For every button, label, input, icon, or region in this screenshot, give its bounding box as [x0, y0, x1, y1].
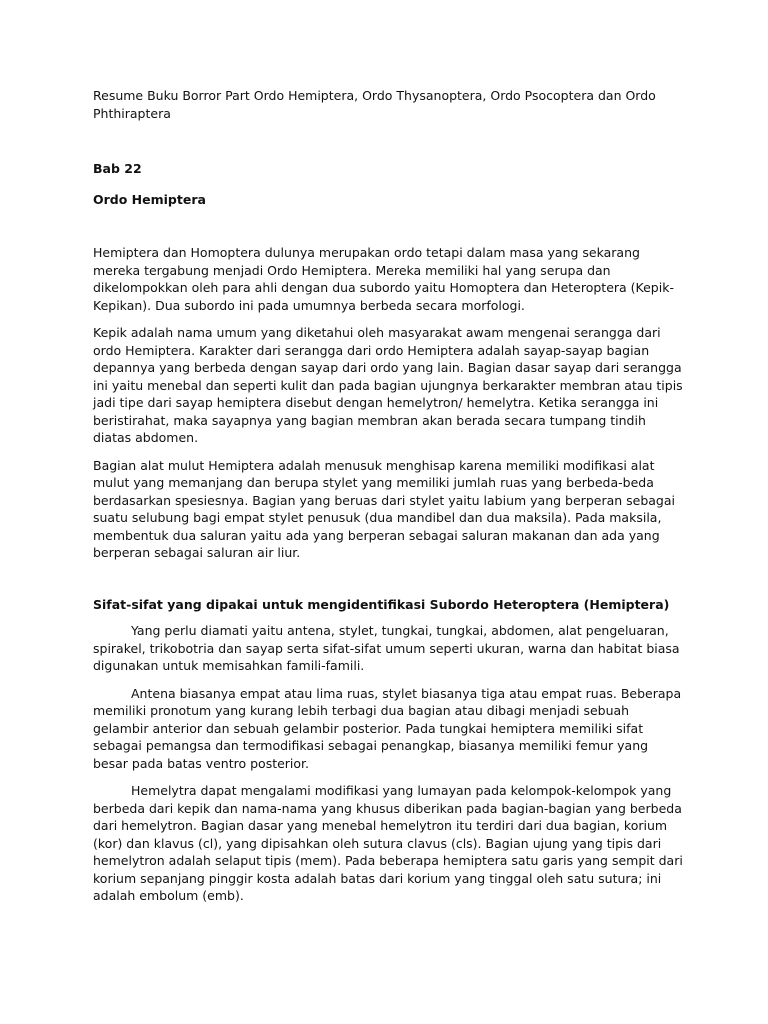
subsection-heading: Sifat-sifat yang dipakai untuk mengidentifikasi Subordo Heteroptera (Hemiptera) [93, 596, 670, 612]
paragraph: Bagian alat mulut Hemiptera adalah menusuk menghisap karena memiliki modifikasi alat mulut yang memanjang dan berupa stylet yang memiliki jumlah ruas yang berbeda-beda berdasarkan spesiesnya. Bagian yang beruas dari stylet yaitu labium yang berperan sebagai suatu selubung bagi empat stylet penusuk (dua mandibel dan dua maksila). Pada maksila, membentuk dua saluran yaitu ada yang berperan sebagai saluran makanan dan ada yang berperan sebagai saluran air liur. [93, 457, 676, 560]
document-title: Resume Buku Borror Part Ordo Hemiptera, Ordo Thysanoptera, Ordo Psocoptera dan Ordo Phthiraptera [93, 88, 656, 121]
paragraph: Hemiptera dan Homoptera dulunya merupakan ordo tetapi dalam masa yang sekarang mereka tergabung menjadi Ordo Hemiptera. Mereka memiliki hal yang serupa dan dikelompokkan oleh para ahli dengan dua subordo yaitu Homoptera dan Heteroptera (Kepik-Kepikan). Dua subordo ini pada umumnya berbeda secara morfologi. [93, 245, 674, 313]
indented-paragraph: Hemelytra dapat mengalami modifikasi yang lumayan pada kelompok-kelompok yang berbeda dari kepik dan nama-nama yang khusus diberikan pada bagian-bagian yang berbeda dari hemelytron. Bagian dasar yang menebal hemelytron itu terdiri dari dua bagian, korium (kor) dan klavus (cl), yang dipisahkan oleh sutura clavus (cls). Bagian ujung yang tipis dari hemelytron adalah selaput tipis (mem). Pada beberapa hemiptera satu garis yang sempit dari korium sepanjang pinggir kosta adalah batas dari korium yang tinggal oleh satu sutura; ini adalah embolum (emb). [93, 783, 683, 903]
section-heading: Ordo Hemiptera [93, 191, 206, 207]
indented-paragraph: Antena biasanya empat atau lima ruas, stylet biasanya tiga atau empat ruas. Beberapa memiliki pronotum yang kurang lebih terbagi dua bagian atau dibagi menjadi sebuah gelambir anterior dan sebuah gelambir posterior. Pada tungkai hemiptera memiliki sifat sebagai pemangsa dan termodifikasi sebagai penangkap, biasanya memiliki femur yang besar pada batas ventro posterior. [93, 685, 682, 771]
paragraph: Kepik adalah nama umum yang diketahui oleh masyarakat awam mengenai serangga dari ordo Hemiptera. Karakter dari serangga dari ordo Hemiptera adalah sayap-sayap bagian depannya yang berbeda dengan sayap dari ordo yang lain. Bagian dasar sayap dari serangga ini yaitu menebal dan seperti kulit dan pada bagian ujungnya berkarakter membran atau tipis jadi tipe dari sayap hemiptera disebut dengan hemelytron/ hemelytra. Ketika serangga ini beristirahat, maka sayapnya yang bagian membran akan berada secara tumpang tindih diatas abdomen. [93, 325, 683, 445]
indented-paragraph: Yang perlu diamati yaitu antena, stylet, tungkai, tungkai, abdomen, alat pengeluaran, spirakel, trikobotria dan sayap serta sifat-sifat umum seperti ukuran, warna dan habitat biasa digunakan untuk memisahkan famili-famili. [93, 623, 680, 673]
document-body [93, 87, 683, 905]
chapter-heading: Bab 22 [93, 161, 142, 176]
